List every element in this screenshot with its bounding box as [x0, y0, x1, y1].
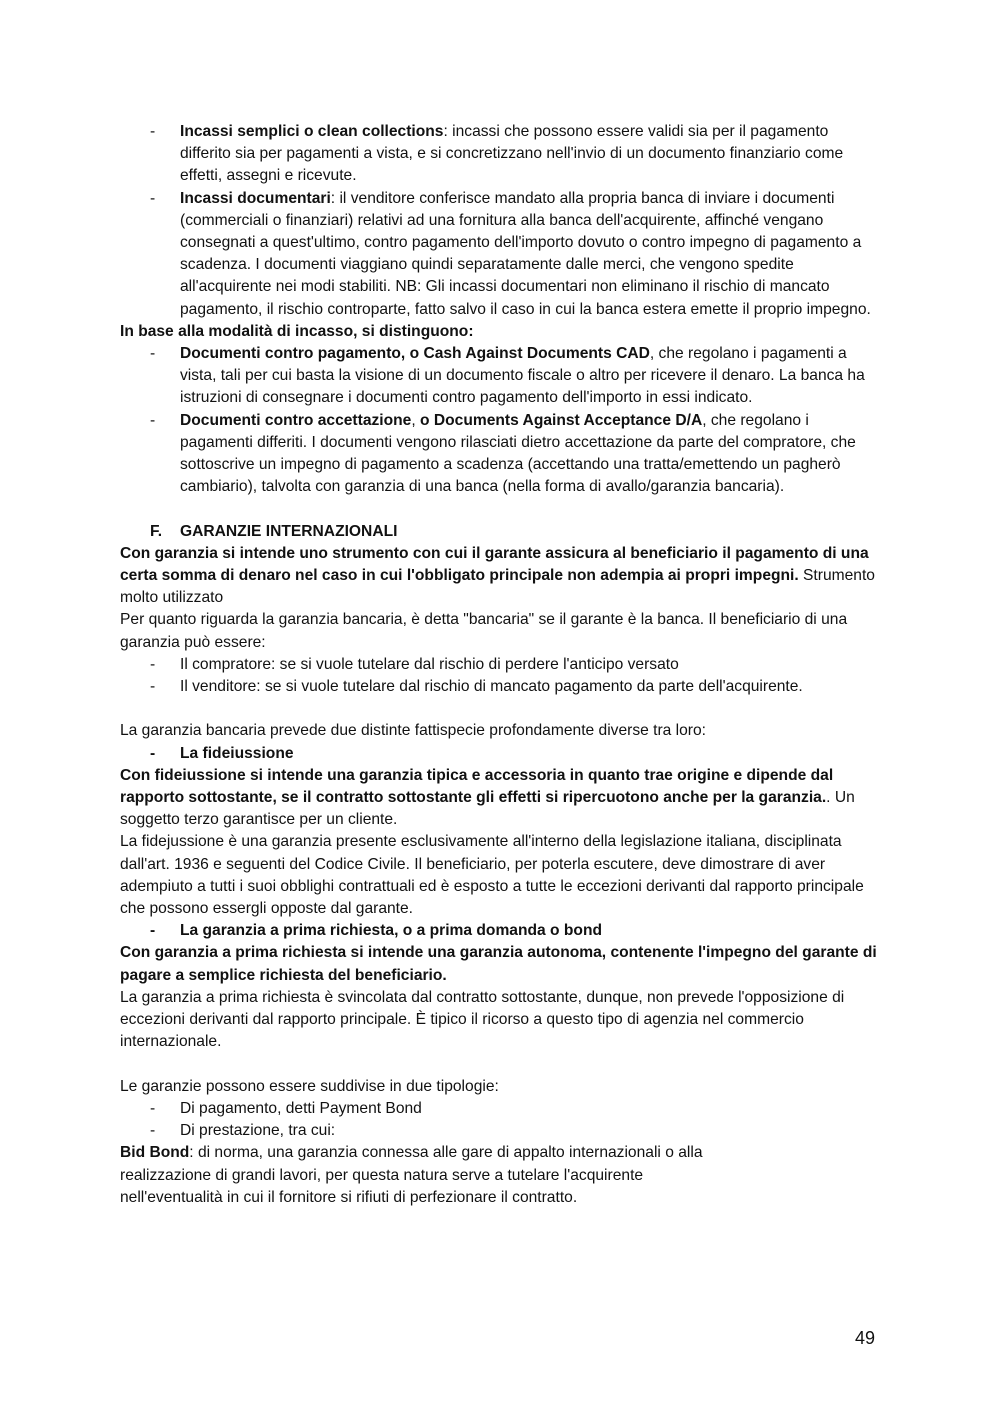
paragraph: La garanzia a prima richiesta è svincolata dal contratto sottostante, dunque, non prevede l'opposizione di eccezioni derivanti dal rapporto principale. È tipico il ricorso a questo tipo di agenzia nel commercio internazionale.	[120, 988, 845, 1051]
list-item	[120, 920, 882, 942]
bid-bond-line: : di norma, una garanzia connessa alle gare di appalto internazionali o alla	[189, 1144, 703, 1162]
list-item	[120, 743, 882, 765]
list-heading: La fideiussione	[180, 744, 294, 762]
description: , che regolano i pagamenti differiti. I documenti vengono rilasciati dietro accettazione da parte del compratore, che sottoscrive un impegno di pagamento a scadenza (accettando una tratta/emettendo un pagherò cambiario), talvolta con garanzia di una banca (nella forma di avallo/garanzia bancaria).	[180, 411, 856, 496]
list-text: Il venditore: se si vuole tutelare dal rischio di mancato pagamento da parte dell'acquirente.	[180, 678, 803, 696]
list-dash: -	[150, 411, 156, 429]
list-dash: -	[150, 345, 156, 363]
page-content	[120, 121, 882, 1209]
page-number: 49	[855, 1328, 876, 1348]
list-text: Il compratore: se si vuole tutelare dal rischio di perdere l'anticipo versato	[180, 655, 679, 673]
term: Documenti contro accettazione	[180, 411, 412, 429]
list-dash: -	[150, 1122, 156, 1140]
section-heading	[120, 521, 882, 543]
definition-bold: Con garanzia a prima richiesta si intende una garanzia autonoma, contenente l'impegno del garante di pagare a semplice richiesta del beneficiario.	[120, 944, 877, 984]
list-dash: -	[150, 655, 156, 673]
term: Incassi documentari	[180, 189, 331, 207]
list-item	[120, 188, 882, 321]
list-item	[120, 1098, 882, 1120]
list-item	[120, 654, 882, 676]
definition-text: Strumento molto utilizzato	[120, 567, 875, 607]
paragraph: La garanzia bancaria prevede due distinte fattispecie profondamente diverse tra loro:	[120, 722, 706, 740]
list-item	[120, 410, 882, 499]
paragraph: Le garanzie possono essere suddivise in due tipologie:	[120, 1077, 499, 1095]
definition-bold: Con garanzia si intende uno strumento con cui il garante assicura al beneficiario il pagamento di una certa somma di denaro nel caso in cui l'obbligato principale non adempia ai propri impegni.	[120, 544, 869, 585]
list-dash: -	[150, 189, 156, 207]
list-dash: -	[150, 1099, 156, 1117]
bid-bond-line: realizzazione di grandi lavori, per questa natura serve a tutelare l'acquirente	[120, 1166, 644, 1184]
term: o Documents Against Acceptance D/A	[420, 411, 703, 429]
list-item	[120, 343, 882, 410]
term: Documenti contro pagamento, o Cash Against Documents CAD	[180, 345, 650, 363]
definition-text: . Un soggetto terzo garantisce per un cliente.	[120, 789, 855, 829]
paragraph: Per quanto riguarda la garanzia bancaria, è detta "bancaria" se il garante è la banca. Il beneficiario di una garanzia può essere:	[120, 611, 848, 651]
definition-paragraph	[120, 942, 882, 986]
definition-bold: Con fideiussione si intende una garanzia tipica e accessoria in quanto trae origine e dipende dal rapporto sottostante, se il contratto sottostante gli effetti si ripercuotono anche per la garanzia.	[120, 766, 834, 807]
description: : il venditore conferisce mandato alla propria banca di inviare i documenti (commerciali o finanziari) relativi ad una fornitura alla banca dell'acquirente, affinché vengano consegnati a quest'ultimo, contro pagamento dell'importo dovuto o contro impegno di pagamento a scadenza. I documenti viaggiano quindi separatamente dalle merci, che vengono spedite all'acquirente nei modi stabiliti. NB: Gli incassi documentari non eliminano il rischio di mancato pagamento, il rischio controparte, fatto salvo il caso in cui la banca estera emette il proprio impegno.	[180, 189, 871, 318]
term: Incassi semplici o clean collections	[180, 123, 444, 140]
separator: ,	[411, 411, 421, 429]
list-item	[120, 121, 882, 188]
definition-paragraph	[120, 543, 882, 610]
list-item	[120, 1120, 882, 1142]
bid-bond-line: nell'eventualità in cui il fornitore si rifiuti di perfezionare il contratto.	[120, 1188, 578, 1206]
bid-bond-paragraph	[120, 1142, 882, 1209]
subheading-text: In base alla modalità di incasso, si distinguono:	[120, 322, 474, 340]
description: , che regolano i pagamenti a vista, tali per cui basta la visione di un documento fiscale o altro per ricevere il denaro. La banca ha istruzioni di consegnare i documenti contro pagamento dell'importo in essi indicato.	[180, 345, 865, 407]
list-dash: -	[150, 678, 156, 696]
list-heading: La garanzia a prima richiesta, o a prima domanda o bond	[180, 922, 602, 940]
list-text: Di prestazione, tra cui:	[180, 1122, 336, 1140]
list-item	[120, 676, 882, 698]
section-title: GARANZIE INTERNAZIONALI	[180, 522, 398, 540]
list-dash: -	[150, 123, 156, 140]
list-text: Di pagamento, detti Payment Bond	[180, 1099, 422, 1117]
bid-bond-term: Bid Bond	[120, 1144, 190, 1162]
subheading	[120, 321, 882, 343]
list-dash: -	[150, 922, 156, 940]
section-letter: F.	[150, 522, 163, 540]
definition-paragraph	[120, 765, 882, 832]
description: : incassi che possono essere validi sia per il pagamento differito sia per pagamenti a vista, e si concretizzano nell'invio di un documento finanziario come effetti, assegni e ricevute.	[180, 123, 844, 185]
list-dash: -	[150, 744, 156, 762]
paragraph: La fidejussione è una garanzia presente esclusivamente all'interno della legislazione italiana, disciplinata dall'art. 1936 e seguenti del Codice Civile. Il beneficiario, per poterla escutere, deve dimostrare di aver adempiuto a tutti i suoi obblighi contrattuali ed è esposto a tutte le eccezioni derivanti dal rapporto principale che possono essergli opposte dal garante.	[120, 833, 864, 918]
